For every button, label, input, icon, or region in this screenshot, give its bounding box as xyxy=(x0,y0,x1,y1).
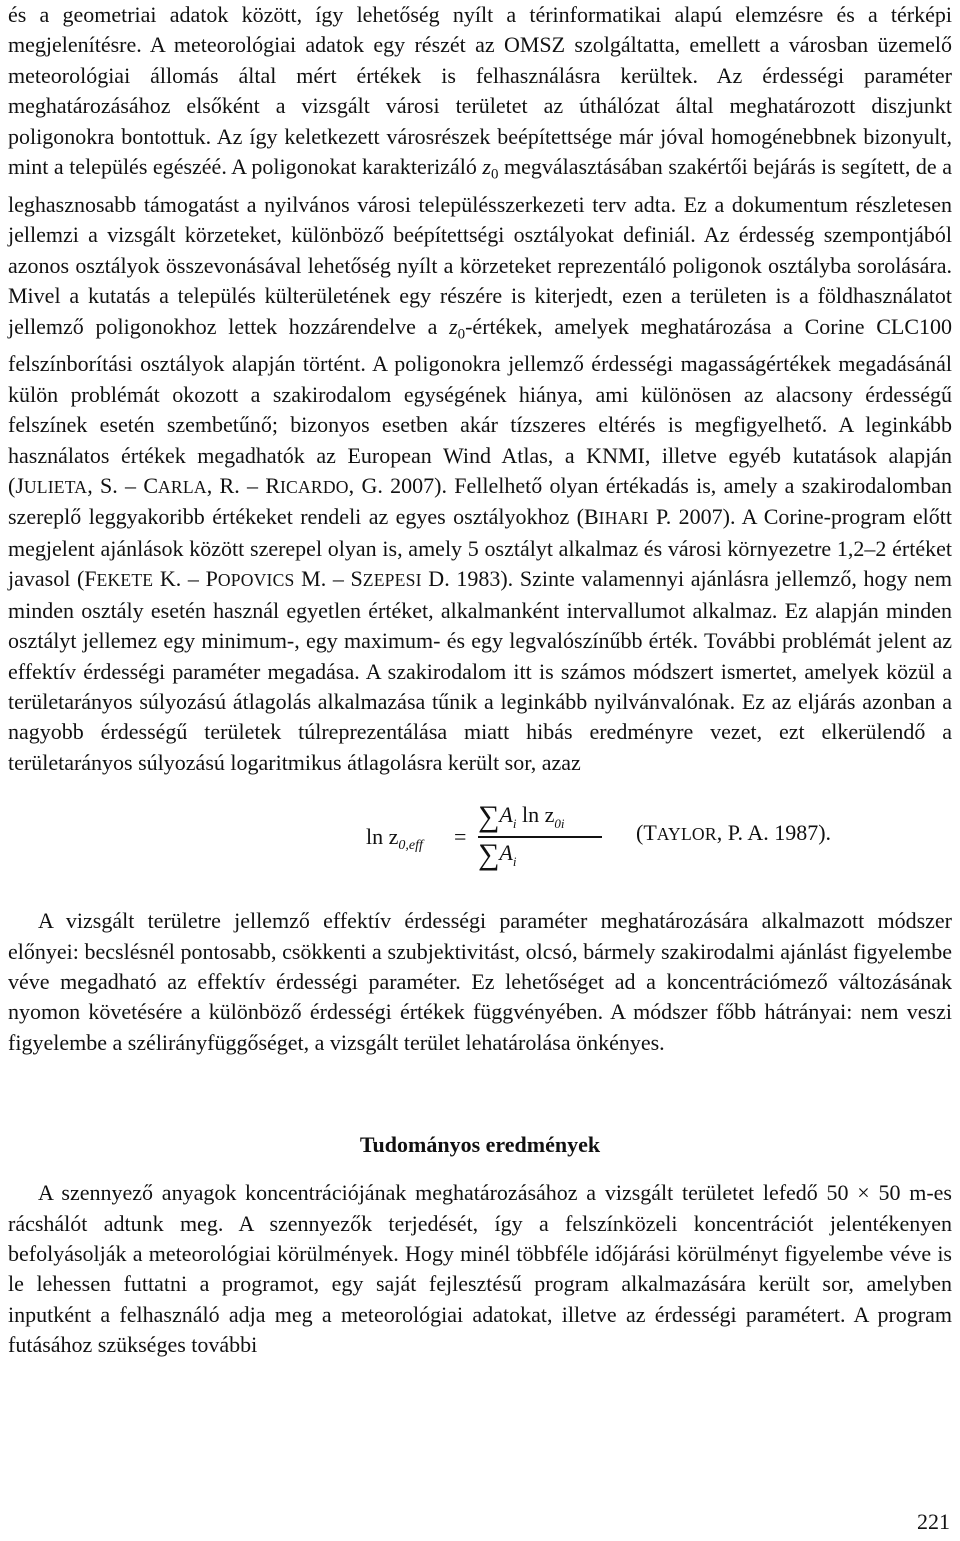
formula-var-subscript: i xyxy=(512,853,517,869)
formula-var: A xyxy=(499,802,513,828)
symbol-z: z xyxy=(482,154,491,180)
sum-symbol: ∑ xyxy=(478,838,500,872)
paragraph-results: A szennyező anyagok koncentrációjának meghatározásához a vizsgált területet lefedő 50 × 50 m-es rácshálót adtunk meg. A szennyezők terjedését, így a felszínközeli koncentrációt jelentékenyen befolyásolják a meteorológiai körülmények. Hogy minél többféle időjárási körülményt figyelembe véve is le lehessen futtatni a programot, egy saját fejlesztésű program alkalmazására került sor, amelyben inputként a felhasználó adja meg a meteorológiai adatokat, illetve az érdességi paramétert. A program futásához szükséges további xyxy=(8,1180,952,1358)
paragraph-roughness-method xyxy=(8,0,952,778)
author-smallcaps: EKETE xyxy=(96,570,154,591)
page-number: 221 xyxy=(917,1509,950,1534)
symbol-subscript: 0 xyxy=(457,326,466,343)
text-run: (T xyxy=(636,820,657,846)
text-run: D. 1983). Szinte valamennyi ajánlásra jellemző, hogy nem minden osztály esetén használ egyetlen értéket, alkalmanként intervallumot alkalmaz. Ez alapján minden osztályt jellemez egy minimum-, egy maximum- és egy legvalószínűbb érték. További problémát jelent az effektív érdességi paraméter megadása. A szakirodalom itt is számos módszert ismertet, amelyek közül a területarányos súlyozású átlagolás alkalmazása tűnik a leginkább nyilvánvalónak. Ez az eljárás azonban a nagyobb érdességű területek túlreprezentálása miatt hibás eredményre vezet, ezt elkerülendő a területarányos súlyozású logaritmikus átlagolásra került sor, azaz xyxy=(8,566,953,775)
text-run: és a geometriai adatok között, így lehetőség nyílt a térinformatikai alapú elemzésre és a térképi megjelenítésre. A meteorológiai adatok egy részét az OMSZ szolgáltatta, emellett a városban üzemelő meteorológiai állomás által mért értékek is felhasználásra kerültek. Az érdességi paraméter meghatározásához elsőként a vizsgált városi területet az úthálózat által meghatározott diszjunkt poligonokra bontottuk. Az így keletkezett városrészek beépítettsége már jóval homogénebbnek bizonyult, mint a település egészéé. A poligonokat karakterizáló xyxy=(8,2,952,180)
text-run: M. – S xyxy=(294,566,363,592)
author-smallcaps: ICARDO xyxy=(280,477,349,498)
author-smallcaps: OPOVICS xyxy=(217,570,295,591)
sum-symbol: ∑ xyxy=(478,800,500,834)
formula-equals: = xyxy=(454,824,467,850)
author-smallcaps: IHARI xyxy=(598,508,649,529)
formula-citation xyxy=(636,818,831,849)
equation-block xyxy=(8,788,952,892)
text-run: , S. – C xyxy=(87,473,159,499)
formula-lhs-text: ln z xyxy=(366,824,399,850)
formula-numerator xyxy=(478,800,564,839)
author-smallcaps: AYLOR xyxy=(656,824,717,845)
formula-var-subscript: 0i xyxy=(554,815,565,831)
formula-var: ln z xyxy=(516,802,555,828)
section-heading: Tudományos eredmények xyxy=(359,1132,601,1158)
symbol-subscript: 0 xyxy=(490,166,499,183)
author-smallcaps: ARLA xyxy=(158,477,207,498)
text-run: , P. A. 1987). xyxy=(716,820,832,846)
log-average-formula xyxy=(366,800,606,872)
author-smallcaps: ZEPESI xyxy=(362,570,422,591)
author-smallcaps: ULIETA xyxy=(23,477,88,498)
formula-lhs-subscript: 0,eff xyxy=(398,838,423,854)
text-run: P. 2007). A Corine-program előtt megjelent ajánlások között szerepel olyan is, amely 5 osztályt alkalmaz és városi környezetre 1,2–2 értéket javasol (F xyxy=(8,504,953,592)
formula-lhs xyxy=(366,822,423,861)
text-run: K. – P xyxy=(153,566,218,592)
formula-denominator xyxy=(478,838,516,877)
formula-var: A xyxy=(499,840,513,866)
text-run: megválasztásában szakértői bejárás is segített, de a leghasznosabb támogatást a nyilvános városi településszerkezeti terv adta. Ez a dokumentum részletesen jellemzi a vizsgált körzeteket, különböző beépítettségi osztályokat definiál. Az érdesség szempontjából azonos osztályok összevonásával lehetőség nyílt a körzeteket reprezentáló poligonok osztályba sorolására. Mivel a kutatás a település külterületének egy részére is kiterjedt, ezen a területen is a földhasználatot jellemző poligonokhoz lettek hozzárendelve a xyxy=(8,154,952,339)
page-body xyxy=(8,0,952,1361)
text-run: -értékek, amelyek meghatározása a Corine CLC100 felszínborítási osztályok alapján történt. A poligonokra jellemző érdességi magasságértékek megadásánál külön problémát okozott a szakirodalom egységének hiánya, ami különösen az alacsony érdességű felszínek esetén szembetűnő; bizonyos esetben akár tízszeres eltérés is megfigyelhető. A leginkább használatos értékek megadhatók az European Wind Atlas, a KNMI, illetve egyéb kutatások alapján (J xyxy=(8,313,952,499)
paragraph-method-pros-cons: A vizsgált területre jellemző effektív érdességi paraméter meghatározására alkalmazott módszer előnyei: becslésnél pontosabb, csökkenti a szubjektivitást, olcsó, bármely szakirodalmi ajánlást figyelembe véve megadható az effektív érdességi paraméter. Ez lehetőséget ad a koncentrációmező változásának nyomon követésére a különböző érdességi értékek függvényében. A módszer főbb hátrányai: nem veszi figyelembe a szélirányfüggőséget, a vizsgált terület lehatárolása önkényes. xyxy=(8,908,952,1055)
symbol-z: z xyxy=(449,313,458,339)
text-run: , R. – R xyxy=(206,473,280,499)
formula-var-subscript: i xyxy=(512,815,517,831)
text-run: , G. 2007). Fellelhető olyan értékadás is, amely a szakirodalomban szereplő leggyakoribb értékeket rendeli az egyes osztályokhoz (B xyxy=(8,473,952,530)
